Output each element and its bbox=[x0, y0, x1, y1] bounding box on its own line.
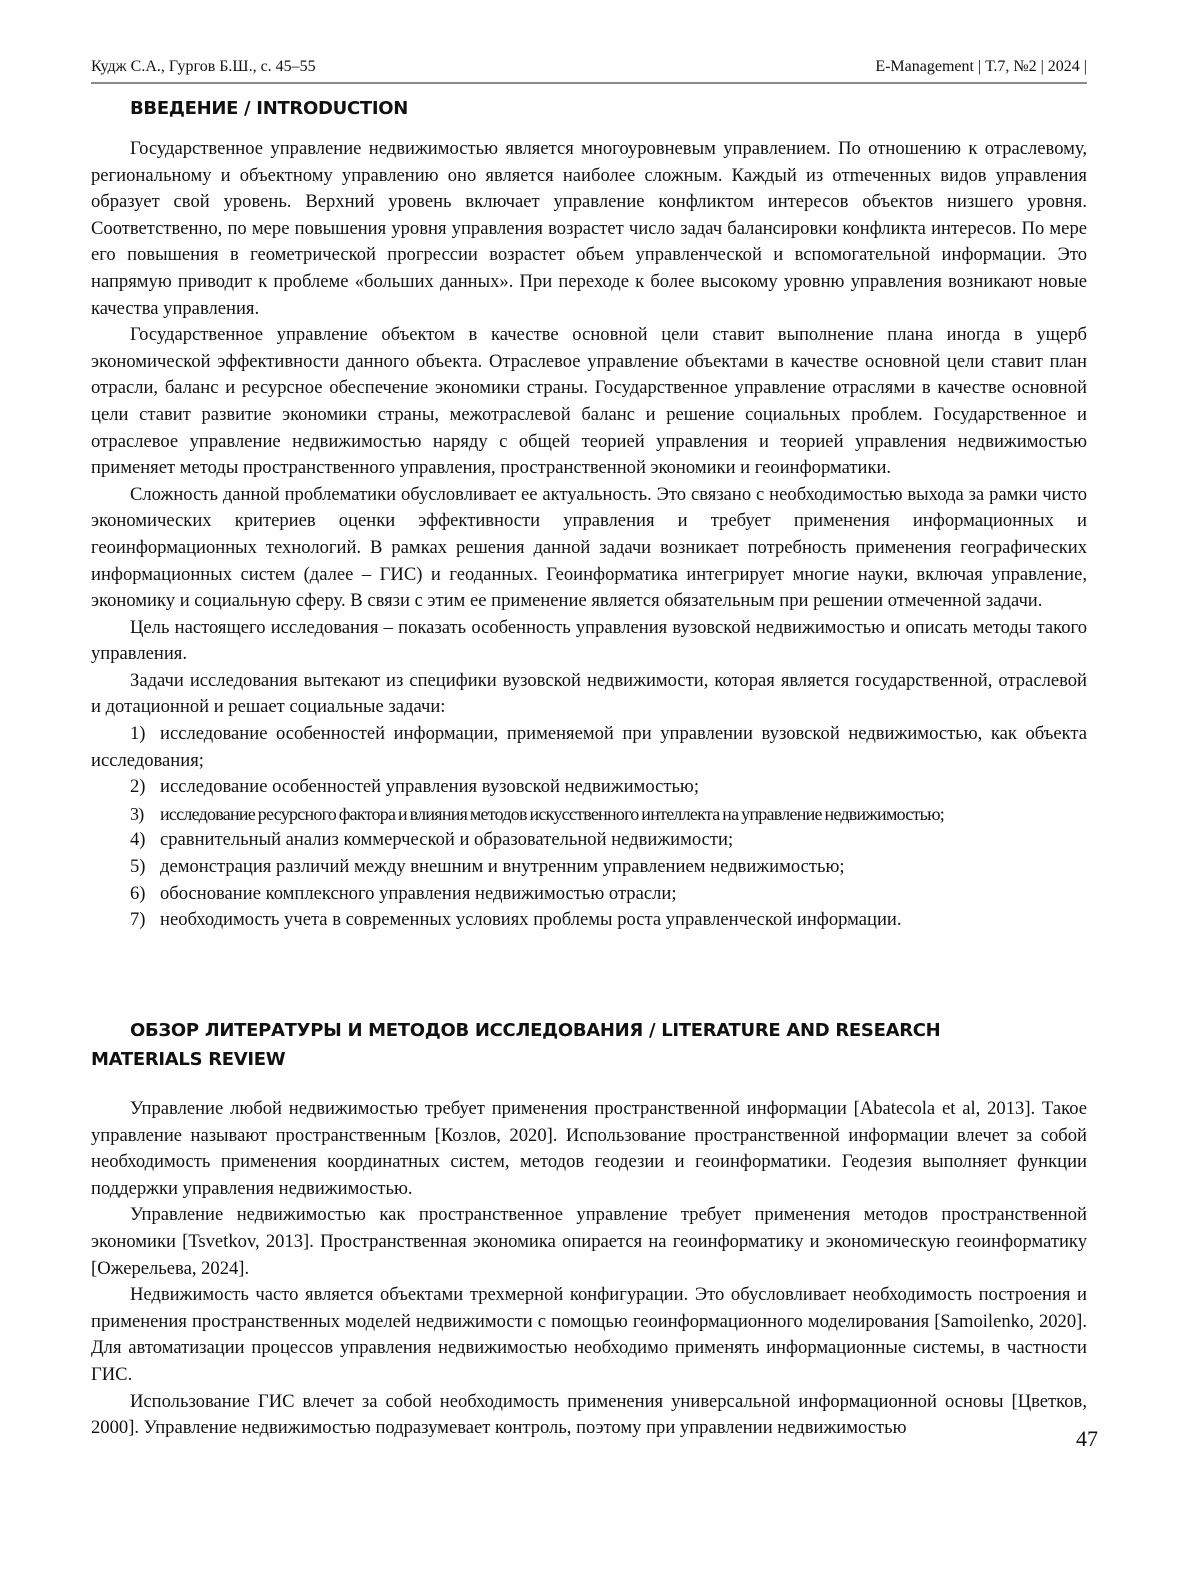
list-text: необходимость учета в современных условиях проблемы роста управленческой информации. bbox=[160, 909, 902, 931]
list-number: 4) bbox=[130, 829, 146, 851]
running-head-authors: Кудж С.А., Гургов Б.Ш., с. 45–55 bbox=[91, 58, 316, 75]
paragraph: Задачи исследования вытекают из специфики вузовской недвижимости, которая является государственной, отраслевой и дотационной и решает социальные задачи: bbox=[91, 669, 1087, 718]
list-item bbox=[91, 854, 1087, 881]
paragraph: Управление любой недвижимостью требует применения пространственной информации [Abatecola et al, 2013]. Такое управление называют пространственным [Козлов, 2020]. Использование пространственной информации влечет за собой необходимость применения координатных систем, методов геодезии и геоинформатики. Геодезия выполняет функции поддержки управления недвижимостью. bbox=[91, 1098, 1087, 1199]
paragraph: Недвижимость часто является объектами трехмерной конфигурации. Это обусловливает необходимость построения и применения пространственных моделей недвижимости с помощью геоинформационного моделирования [Samoilenko, 2020]. Для автоматизации процессов управления недвижимостью необходимо применять информационные системы, в частности ГИС. bbox=[91, 1284, 1087, 1385]
list-number: 1) bbox=[130, 723, 146, 745]
running-head bbox=[91, 56, 1087, 84]
list-number: 5) bbox=[130, 856, 146, 878]
paragraph: Цель настоящего исследования – показать особенность управления вузовской недвижимостью и описать методы такого управления. bbox=[91, 616, 1087, 665]
list-number: 6) bbox=[130, 882, 146, 904]
paragraph: Управление недвижимостью как пространственное управление требует применения методов пространственной экономики [Tsvetkov, 2013]. Пространственная экономика опирается на геоинформатику и экономическую геоинформатику [Ожерельева, 2024]. bbox=[91, 1204, 1087, 1279]
list-number: 3) bbox=[130, 803, 144, 824]
list-text: демонстрация различий между внешним и внутренним управлением недвижимостью; bbox=[160, 856, 845, 878]
list-item bbox=[91, 907, 1087, 934]
list-text: исследование особенностей информации, применяемой при управлении вузовской недвижимостью, как объекта исследования; bbox=[91, 723, 1087, 771]
list-item bbox=[91, 881, 1087, 908]
list-item bbox=[91, 721, 1087, 774]
list-number: 2) bbox=[130, 776, 146, 798]
list-number: 7) bbox=[130, 909, 146, 931]
page-number: 47 bbox=[1076, 1426, 1098, 1451]
paragraph: Государственное управление недвижимостью является многоуровневым управлением. По отношению к отраслевому, региональному и объектному управлению оно является наиболее сложным. Каждый из отmеченных видов управления образует свой уровень. Верхний уровень включает управление конфликтом интересов объектов низшего уровня. Соответственно, по мере повышения уровня управления возрастет число задач балансировки конфликта интересов. По мере его повышения в геометрической прогрессии возрастет объем управленческой и вспомогательной информации. Это напрямую приводит к проблеме «больших данных». При переходе к более высокому уровню управления возникают новые качества управления. bbox=[91, 138, 1087, 319]
list-text: сравнительный анализ коммерческой и образовательной недвижимости; bbox=[160, 829, 734, 851]
running-head-journal: E-Management | Т.7, №2 | 2024 | bbox=[875, 58, 1087, 75]
list-item bbox=[91, 801, 1087, 828]
section-heading-literature-review: ОБЗОР ЛИТЕРАТУРЫ И МЕТОДОВ ИССЛЕДОВАНИЯ / LITERATURE AND RESEARCH MATERIALS REVIEW bbox=[91, 1020, 941, 1070]
paragraph: Сложность данной проблематики обусловливает ее актуальность. Это связано с необходимостью выхода за рамки чисто экономических критериев оценки эффективности управления и требует применения информационных и геоинформационных технологий. В рамках решения данной задачи возникает потребность применения географических информационных систем (далее – ГИС) и геоданных. Геоинформатика интегрирует многие науки, включая управление, экономику и социальную сферу. В связи с этим ее применение является обязательным при решении отмеченной задачи. bbox=[91, 483, 1087, 612]
list-text: исследование особенностей управления вузовской недвижимостью; bbox=[160, 776, 699, 798]
section-heading-introduction: ВВЕДЕНИЕ / INTRODUCTION bbox=[130, 98, 409, 119]
paragraph: Использование ГИС влечет за собой необходимость применения универсальной информационной основы [Цветков, 2000]. Управление недвижимостью подразумевает контроль, поэтому при управлении недвижимостью bbox=[91, 1390, 1087, 1439]
introduction-body bbox=[91, 136, 1087, 934]
list-text: обоснование комплексного управления недвижимостью отрасли; bbox=[160, 882, 677, 904]
paragraph: Государственное управление объектом в качестве основной цели ставит выполнение плана иногда в ущерб экономической эффективности данного объекта. Отраслевое управление объектами в качестве основной цели ставит план отрасли, баланс и ресурсное обеспечение экономики страны. Государственное управление отраслями в качестве основной цели ставит развитие экономики страны, межотраслевой баланс и решение социальных проблем. Государственное и отраслевое управление недвижимостью наряду с общей теорией управления и теорией управления недвижимостью применяет методы пространственного управления, пространственной экономики и геоинформатики. bbox=[91, 324, 1087, 479]
task-list bbox=[91, 721, 1087, 934]
literature-review-body bbox=[91, 1096, 1087, 1442]
list-item bbox=[91, 827, 1087, 854]
list-item bbox=[91, 774, 1087, 801]
list-text: исследование ресурсного фактора и влияния методов искусственного интеллекта на управление недвижимостью; bbox=[160, 803, 945, 824]
